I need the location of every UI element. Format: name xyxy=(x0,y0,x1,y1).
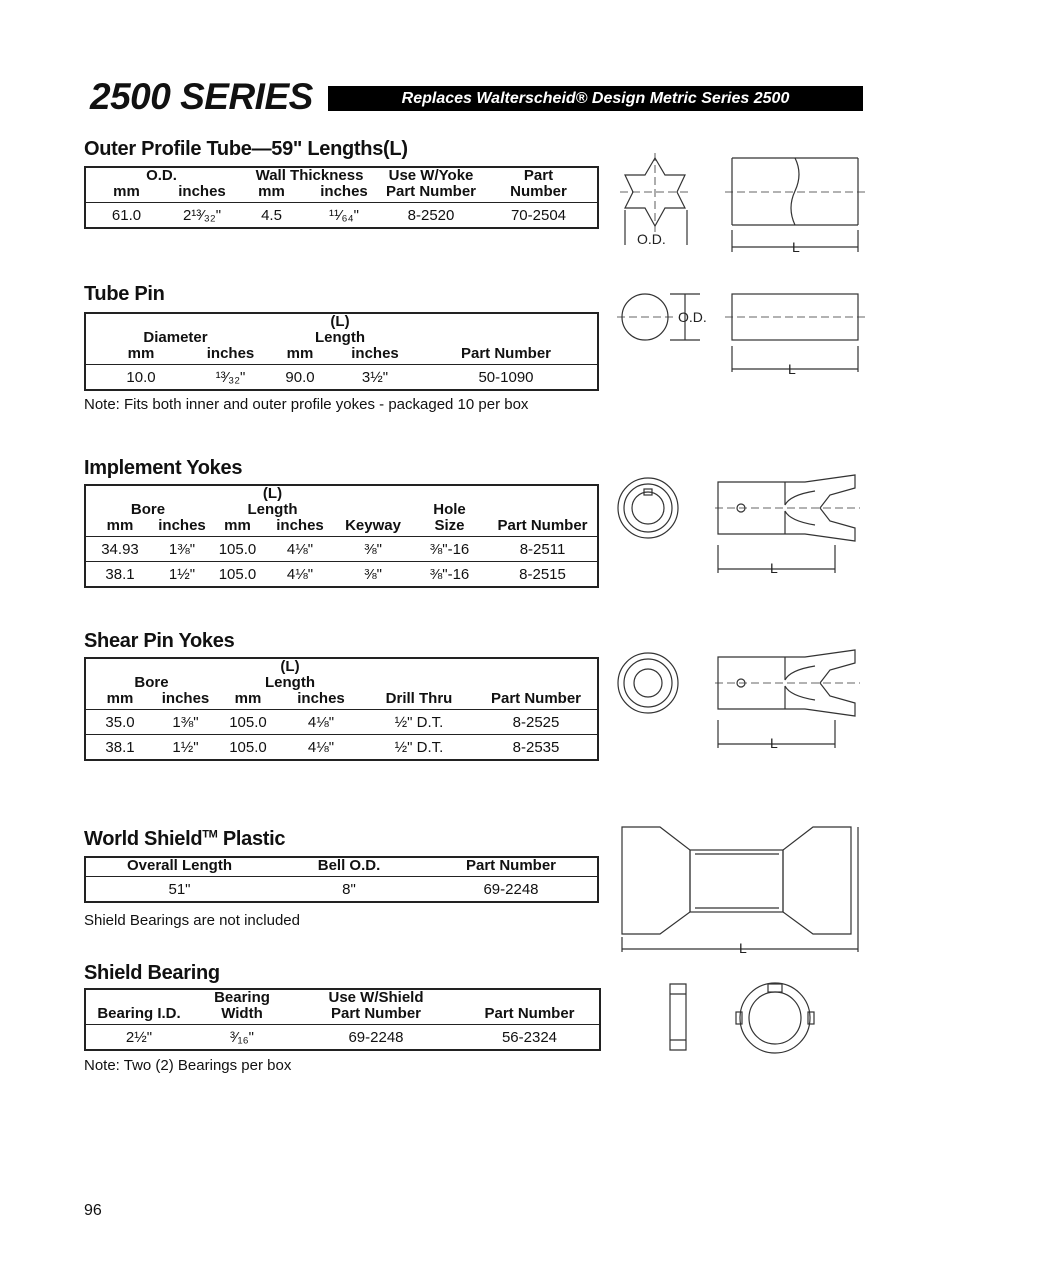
table-cell: ½" D.T. xyxy=(363,735,475,761)
column-header: Part xyxy=(523,167,554,184)
column-header: inches xyxy=(167,184,237,203)
column-header xyxy=(363,658,598,675)
shield-bearing-table xyxy=(84,988,601,1051)
table-cell: 34.93 xyxy=(101,540,139,558)
outer-tube-drawing xyxy=(615,150,865,260)
table-cell: 61.0 xyxy=(111,206,142,224)
table-cell: 4⅛" xyxy=(307,713,335,731)
column-header: Bell O.D. xyxy=(273,857,425,877)
series-title: 2500 SERIES xyxy=(90,76,313,117)
column-header: Part Number xyxy=(460,1006,600,1025)
column-header: Part Number xyxy=(382,184,480,203)
column-header xyxy=(415,330,598,346)
table-cell: 8-2535 xyxy=(475,735,598,761)
table-cell: 105.0 xyxy=(217,735,279,761)
trademark-sup: TM xyxy=(202,828,218,841)
table-cell: 8" xyxy=(342,880,356,898)
table-row xyxy=(85,735,598,761)
table-cell: 90.0 xyxy=(285,368,315,386)
column-header xyxy=(363,675,598,691)
table-cell: 1½" xyxy=(154,735,217,761)
column-header: (L) xyxy=(262,485,283,502)
column-header: mm xyxy=(265,346,335,365)
pin-length-label: L xyxy=(788,361,796,377)
table-row xyxy=(85,877,598,903)
table-cell: 70-2504 xyxy=(510,206,567,224)
tube-pin-heading: Tube Pin xyxy=(84,283,165,305)
column-header: Part Number xyxy=(488,518,598,537)
world-shield-heading-suffix: Plastic xyxy=(217,828,286,850)
table-cell: 8-2525 xyxy=(512,713,560,731)
column-header xyxy=(85,658,217,675)
table-cell: 8-2511 xyxy=(519,540,566,558)
column-header: Width xyxy=(192,1006,292,1025)
column-header: mm xyxy=(85,518,154,537)
tube-pin-table xyxy=(84,312,599,391)
column-header: Bore xyxy=(134,674,169,691)
header-row xyxy=(85,502,598,518)
shear-pin-yokes-table xyxy=(84,657,599,761)
table-cell: 105.0 xyxy=(210,562,265,588)
header-row xyxy=(85,313,598,330)
column-header xyxy=(335,485,598,502)
tube-pin-note: Note: Fits both inner and outer profile yokes - packaged 10 per box xyxy=(84,396,529,413)
table-row xyxy=(85,537,598,562)
header-row xyxy=(85,1006,600,1025)
outer-tube-heading: Outer Profile Tube—59" Lengths(L) xyxy=(84,138,408,160)
column-header: mm xyxy=(217,691,279,710)
table-cell: ⅜" xyxy=(335,562,411,588)
shear-length-label: L xyxy=(770,735,778,751)
table-cell: ³⁄₁₆" xyxy=(230,1028,254,1046)
column-header: mm xyxy=(210,518,265,537)
header-row xyxy=(85,675,598,691)
header-row xyxy=(85,167,598,184)
column-header: Use W/Yoke xyxy=(388,167,474,184)
column-header: Length xyxy=(265,674,315,691)
table-cell: ½" D.T. xyxy=(394,713,444,731)
header-row xyxy=(85,184,598,203)
table-cell: 56-2324 xyxy=(501,1028,558,1046)
header-row xyxy=(85,989,600,1006)
column-header xyxy=(488,502,598,518)
column-header: Part Number xyxy=(425,857,598,877)
tube-pin-drawing xyxy=(615,290,865,380)
column-header: O.D. xyxy=(146,167,177,184)
outer-tube-table xyxy=(84,166,599,229)
column-header: Bore xyxy=(130,501,166,518)
world-shield-heading xyxy=(84,828,285,851)
page-number: 96 xyxy=(84,1202,102,1219)
table-cell: ¹¹⁄₆₄" xyxy=(329,206,359,224)
column-header: mm xyxy=(237,184,306,203)
column-header: mm xyxy=(85,346,196,365)
shear-pin-yokes-heading: Shear Pin Yokes xyxy=(84,630,235,652)
table-cell: 4⅛" xyxy=(286,540,314,558)
table-cell: 1⅜" xyxy=(168,540,196,558)
column-header: inches xyxy=(335,346,415,365)
table-cell: 35.0 xyxy=(105,713,135,731)
column-header: Size xyxy=(411,518,488,537)
table-cell: 8-2520 xyxy=(407,206,455,224)
shield-bearing-drawing xyxy=(660,980,860,1060)
column-header: mm xyxy=(85,184,167,203)
table-cell: 38.1 xyxy=(85,735,154,761)
table-row xyxy=(85,710,598,735)
column-header: Keyway xyxy=(335,518,411,537)
shield-bearing-note: Note: Two (2) Bearings per box xyxy=(84,1057,292,1074)
header-row xyxy=(85,658,598,675)
table-cell: 1½" xyxy=(154,562,210,588)
table-cell: 2½" xyxy=(125,1028,153,1046)
implement-yokes-heading: Implement Yokes xyxy=(84,457,243,479)
table-cell: 10.0 xyxy=(126,368,156,386)
world-shield-table xyxy=(84,856,599,903)
table-cell: 8-2515 xyxy=(488,562,598,588)
column-header: (L) xyxy=(330,313,350,330)
length-label: L xyxy=(792,239,800,255)
column-header: Overall Length xyxy=(85,857,273,877)
column-header: Drill Thru xyxy=(363,691,475,710)
column-header: inches xyxy=(265,518,335,537)
series-banner: Replaces Walterscheid® Design Metric Series 2500 xyxy=(328,86,863,111)
table-cell: ¹³⁄₃₂" xyxy=(215,368,246,386)
header-row xyxy=(85,857,598,877)
column-header: inches xyxy=(306,184,382,203)
table-cell: 1⅜" xyxy=(172,713,199,731)
table-cell: 69-2248 xyxy=(348,1028,404,1046)
column-header xyxy=(85,485,210,502)
header-row xyxy=(85,330,598,346)
column-header: Part Number xyxy=(415,346,598,365)
column-header xyxy=(85,313,265,330)
column-header: Wall Thickness xyxy=(255,167,364,184)
world-shield-drawing xyxy=(615,822,865,957)
table-cell: 50-1090 xyxy=(478,368,534,386)
table-cell: ⅜"-16 xyxy=(411,562,488,588)
table-cell: 2¹³⁄₃₂" xyxy=(182,206,222,224)
header-row xyxy=(85,518,598,537)
column-header xyxy=(85,989,192,1006)
world-shield-heading-text: World Shield xyxy=(84,828,203,850)
column-header: Part Number xyxy=(292,1006,460,1025)
table-row xyxy=(85,203,598,229)
table-cell: 4.5 xyxy=(261,206,282,224)
header-row xyxy=(85,346,598,365)
world-shield-note: Shield Bearings are not included xyxy=(84,912,300,929)
table-cell: ⅜"-16 xyxy=(429,540,470,558)
table-row xyxy=(85,365,598,391)
table-cell: 105.0 xyxy=(218,540,257,558)
pin-od-label: O.D. xyxy=(678,309,707,325)
column-header xyxy=(335,502,411,518)
column-header: (L) xyxy=(280,658,300,675)
table-cell: 105.0 xyxy=(229,713,267,731)
column-header xyxy=(460,989,600,1006)
header-row xyxy=(85,485,598,502)
implement-yokes-table xyxy=(84,484,599,588)
table-cell: 69-2248 xyxy=(483,880,539,898)
shield-bearing-heading: Shield Bearing xyxy=(84,962,220,984)
implement-yoke-drawing xyxy=(615,465,865,575)
shear-pin-yoke-drawing xyxy=(615,640,865,750)
column-header: Length xyxy=(315,329,365,346)
table-cell: 3½" xyxy=(361,368,389,386)
od-label: O.D. xyxy=(637,231,666,247)
table-cell: ⅜" xyxy=(364,540,382,558)
column-header: inches xyxy=(154,518,210,537)
table-row xyxy=(85,1025,600,1051)
column-header: inches xyxy=(154,691,217,710)
shield-length-label: L xyxy=(739,940,747,956)
column-header: Use W/Shield xyxy=(328,989,424,1006)
table-cell: 38.1 xyxy=(85,562,154,588)
column-header: Hole xyxy=(433,501,466,518)
column-header: Number xyxy=(480,184,598,203)
column-header: Diameter xyxy=(143,329,208,346)
impl-length-label: L xyxy=(770,560,778,576)
column-header: Bearing I.D. xyxy=(85,1006,192,1025)
column-header: Length xyxy=(247,501,298,518)
column-header: Part Number xyxy=(475,691,598,710)
table-cell: 4⅛" xyxy=(279,735,363,761)
column-header: inches xyxy=(196,346,265,365)
column-header: mm xyxy=(85,691,154,710)
table-cell: 4⅛" xyxy=(265,562,335,588)
column-header xyxy=(415,313,598,330)
table-cell: 51" xyxy=(168,880,191,898)
column-header: inches xyxy=(279,691,363,710)
column-header: Bearing xyxy=(214,989,270,1006)
table-row xyxy=(85,562,598,588)
header-row xyxy=(85,691,598,710)
